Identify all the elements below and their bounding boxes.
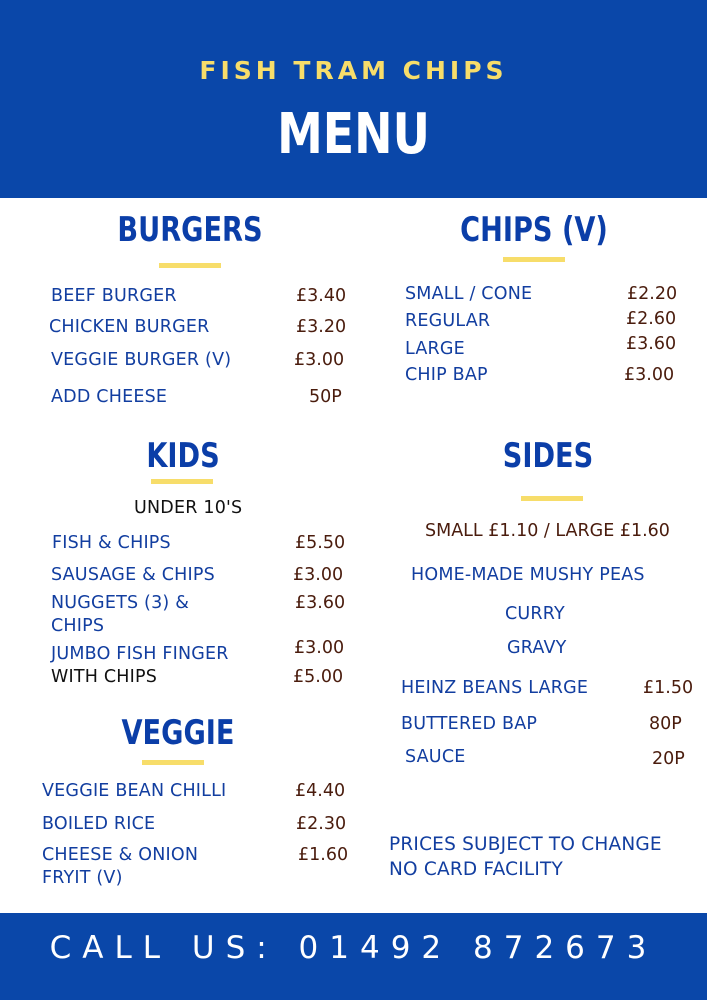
kids-item-price: £3.00 <box>294 638 345 658</box>
burgers-item-name: BEEF BURGER <box>51 286 177 306</box>
notice-no-card: NO CARD FACILITY <box>389 859 564 880</box>
brand-name: FISH TRAM CHIPS <box>199 56 508 85</box>
burgers-item-name: CHICKEN BURGER <box>49 317 210 337</box>
kids-item-name: NUGGETS (3) & <box>51 593 190 613</box>
sides-option: HOME-MADE MUSHY PEAS <box>411 565 645 585</box>
sides-item-price: 80P <box>649 714 682 734</box>
veggie-item-price: £1.60 <box>298 845 349 865</box>
kids-item-name: WITH CHIPS <box>51 667 158 687</box>
sides-item-name: HEINZ BEANS LARGE <box>401 678 589 698</box>
veggie-item-price: £2.30 <box>296 814 347 834</box>
chips-item-price: £3.60 <box>626 334 677 354</box>
burgers-underline <box>159 263 221 268</box>
section-title-veggie: VEGGIE <box>121 713 235 753</box>
chips-item-price: £3.00 <box>624 365 675 385</box>
sides-option: GRAVY <box>507 638 567 658</box>
burgers-item-price: 50P <box>309 387 342 407</box>
burgers-item-name: ADD CHEESE <box>51 387 168 407</box>
section-title-kids: KIDS <box>146 436 220 476</box>
burgers-item-price: £3.00 <box>294 350 345 370</box>
burgers-item-name: VEGGIE BURGER (V) <box>51 350 232 370</box>
chips-item-price: £2.60 <box>626 309 677 329</box>
burgers-item-price: £3.20 <box>296 317 347 337</box>
veggie-item-name: FRYIT (V) <box>42 868 123 888</box>
section-title-sides: SIDES <box>502 436 594 476</box>
kids-item-name: JUMBO FISH FINGER <box>51 644 229 664</box>
kids-item-name: CHIPS <box>51 616 105 636</box>
veggie-item-name: VEGGIE BEAN CHILLI <box>42 781 227 801</box>
section-title-burgers: BURGERS <box>117 210 263 250</box>
veggie-underline <box>142 760 204 765</box>
burgers-item-price: £3.40 <box>296 286 347 306</box>
chips-item-name: REGULAR <box>405 311 491 331</box>
kids-item-price: £5.00 <box>293 667 344 687</box>
veggie-item-name: BOILED RICE <box>42 814 156 834</box>
sides-item-name: BUTTERED BAP <box>401 714 538 734</box>
menu-title: MENU <box>277 102 430 167</box>
chips-item-name: LARGE <box>405 339 465 359</box>
sides-item-price: 20P <box>652 749 685 769</box>
sides-item-price: £1.50 <box>643 678 694 698</box>
kids-item-name: FISH & CHIPS <box>52 533 171 553</box>
kids-item-price: £3.00 <box>293 565 344 585</box>
chips-item-name: CHIP BAP <box>405 365 488 385</box>
chips-item-name: SMALL / CONE <box>405 284 533 304</box>
sides-underline <box>521 496 583 501</box>
kids-subtitle: UNDER 10'S <box>134 498 243 518</box>
veggie-item-price: £4.40 <box>295 781 346 801</box>
call-us-phone: CALL US: 01492 872673 <box>49 930 658 966</box>
veggie-item-name: CHEESE & ONION <box>42 845 199 865</box>
kids-item-name: SAUSAGE & CHIPS <box>51 565 215 585</box>
notice-price-change: PRICES SUBJECT TO CHANGE <box>389 834 662 855</box>
chips-underline <box>503 257 565 262</box>
kids-item-price: £5.50 <box>295 533 346 553</box>
kids-item-price: £3.60 <box>295 593 346 613</box>
sides-item-name: SAUCE <box>405 747 466 767</box>
sides-size-note: SMALL £1.10 / LARGE £1.60 <box>425 521 670 541</box>
chips-item-price: £2.20 <box>627 284 678 304</box>
header-banner <box>0 0 707 198</box>
kids-underline <box>151 479 213 484</box>
sides-option: CURRY <box>505 604 565 624</box>
section-title-chips: CHIPS (V) <box>460 210 608 250</box>
